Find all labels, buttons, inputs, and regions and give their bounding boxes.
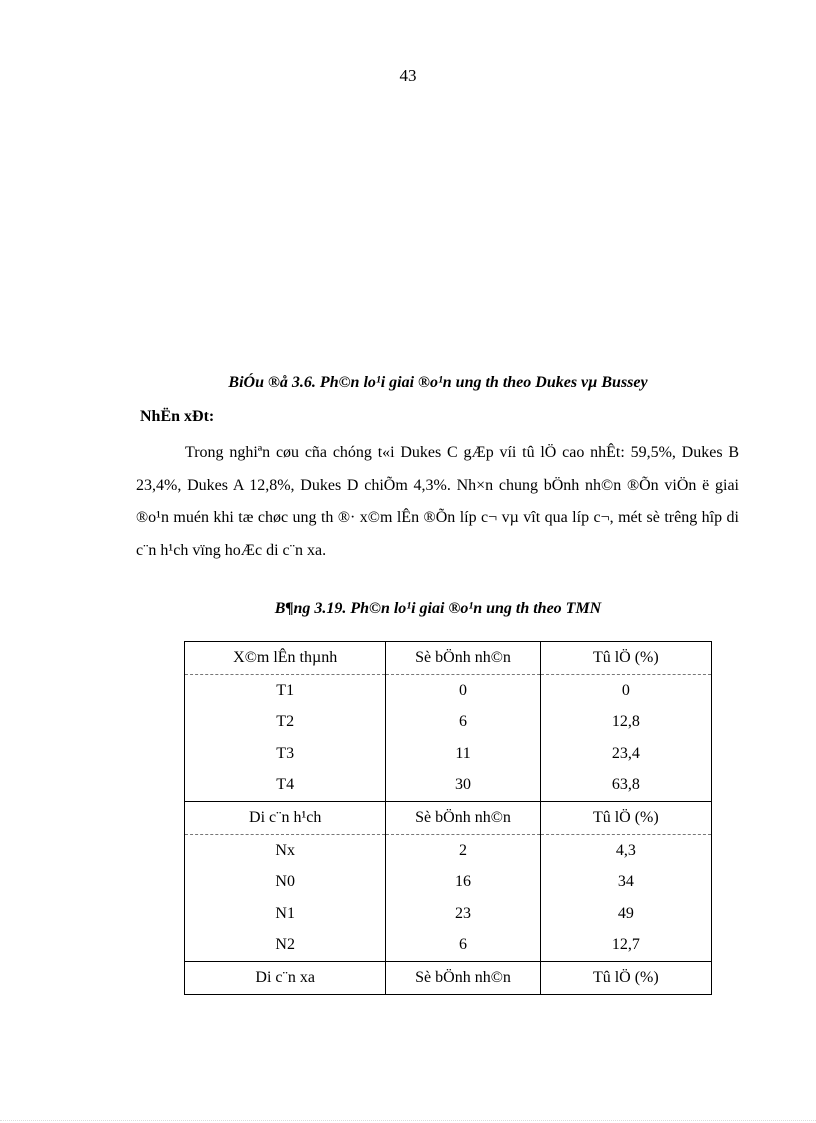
table-cell: 6: [386, 707, 540, 739]
table-cell: 30: [386, 770, 540, 802]
table-cell: T4: [185, 770, 386, 802]
header-cell: Tû lÖ (%): [540, 962, 711, 995]
table-caption: B¶ng 3.19. Ph©n lo¹i giai ®o¹n ung th theo TMN: [274, 600, 602, 617]
table-cell: N0: [185, 867, 386, 899]
header-cell: X©m lÊn thµnh: [185, 642, 386, 675]
table-cell: 49: [540, 898, 711, 930]
table-row: [185, 738, 712, 770]
table-cell: 11: [386, 738, 540, 770]
header-cell: Tû lÖ (%): [540, 802, 711, 835]
table-row: [185, 898, 712, 930]
body-paragraph: Trong nghiªn cøu cña chóng t«i Dukes C gÆp víi tû lÖ cao nhÊt: 59,5%, Dukes B 23,4%, Dukes A 12,8%, Dukes D chiÕm 4,3%. Nh×n chung bÖnh nh©n ®Õn viÖn ë giai ®o¹n muén khi tæ chøc ung th ®· x©m lÊn ®Õn líp c¬ vµ vît qua líp c¬, mét sè trêng hîp di c¨n h¹ch vïng hoÆc di c¨n xa.: [136, 444, 739, 559]
table-row: [185, 930, 712, 962]
header-cell: Di c¨n h¹ch: [185, 802, 386, 835]
table-cell: 34: [540, 867, 711, 899]
table-cell: N1: [185, 898, 386, 930]
table-cell: Nx: [185, 835, 386, 867]
page-edge-divider: [0, 1120, 816, 1121]
table-cell: N2: [185, 930, 386, 962]
table-row: [185, 675, 712, 707]
table-cell: 2: [386, 835, 540, 867]
table-header-row: [185, 802, 712, 835]
table-row: [185, 770, 712, 802]
table-cell: 0: [540, 675, 711, 707]
table-cell: T2: [185, 707, 386, 739]
page-number: 43: [399, 66, 417, 85]
table-header-row: [185, 962, 712, 995]
header-cell: Sè bÖnh nh©n: [386, 962, 540, 995]
table-cell: 0: [386, 675, 540, 707]
table-header-row: [185, 642, 712, 675]
table-cell: 6: [386, 930, 540, 962]
table-cell: 12,8: [540, 707, 711, 739]
chart-caption: BiÓu ®å 3.6. Ph©n lo¹i giai ®o¹n ung th theo Dukes vµ Bussey: [228, 374, 648, 391]
table-cell: 23,4: [540, 738, 711, 770]
table-cell: T1: [185, 675, 386, 707]
table-cell: T3: [185, 738, 386, 770]
table-row: [185, 867, 712, 899]
table-row: [185, 835, 712, 867]
table-cell: 12,7: [540, 930, 711, 962]
remark-heading: NhËn xÐt:: [140, 408, 215, 425]
header-cell: Tû lÖ (%): [540, 642, 711, 675]
table-row: [185, 707, 712, 739]
table-cell: 63,8: [540, 770, 711, 802]
header-cell: Sè bÖnh nh©n: [386, 802, 540, 835]
tmn-table: [184, 641, 712, 995]
header-cell: Sè bÖnh nh©n: [386, 642, 540, 675]
table-cell: 16: [386, 867, 540, 899]
table-cell: 4,3: [540, 835, 711, 867]
header-cell: Di c¨n xa: [185, 962, 386, 995]
table-cell: 23: [386, 898, 540, 930]
